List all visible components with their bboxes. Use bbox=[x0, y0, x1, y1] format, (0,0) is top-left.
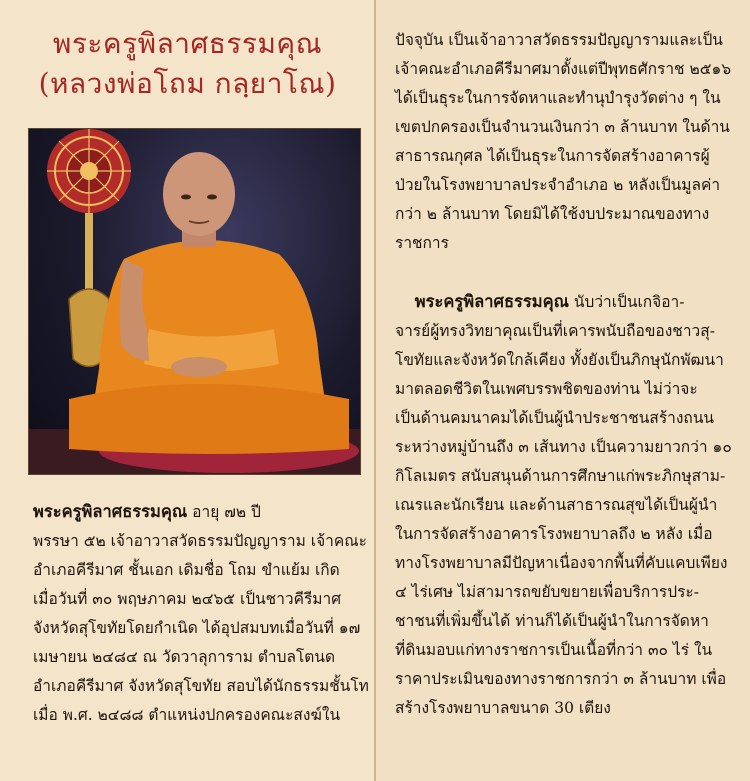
text-line: ราคาประเมินของทางราชการกว่า ๓ ล้านบาท เพื่อ bbox=[395, 670, 727, 688]
text-line: ระหว่างหมู่บ้านถึง ๓ เส้นทาง เป็นความยาวกว่า ๑๐ bbox=[395, 438, 732, 456]
page-subtitle: (หลวงพ่อโถม กลฺยาโณ) bbox=[38, 67, 337, 100]
text-line: ทางโรงพยาบาลมีปัญหาเนื่องจากพื้นที่คับแคบเพียง bbox=[395, 554, 728, 572]
text-line: เจ้าคณะอำเภอคีรีมาศมาตั้งแต่ปีพุทธศักราช ๒๕๑๖ bbox=[395, 60, 732, 78]
text-line: เมื่อวันที่ ๓๐ พฤษภาคม ๒๔๖๕ เป็นชาวคีรีมาศ bbox=[33, 590, 342, 608]
text-line: เขตปกครองเป็นจำนวนเงินกว่า ๓ ล้านบาท ในด้าน bbox=[395, 118, 730, 136]
text-line: พรรษา ๕๒ เจ้าอาวาสวัดธรรมปัญญาราม เจ้าคณะ bbox=[33, 532, 367, 550]
portrait-illustration bbox=[29, 129, 360, 474]
fold-line bbox=[374, 0, 376, 781]
page-title: พระครูพิลาศธรรมคุณ bbox=[52, 27, 323, 60]
text-line: เมื่อ พ.ศ. ๒๔๘๘ ตำแหน่งปกครองคณะสงฆ์ใน bbox=[33, 706, 341, 724]
text-line: จารย์ผู้ทรงวิทยาคุณเป็นที่เคารพนับถือของชาวสุ- bbox=[395, 322, 715, 340]
text-line: ในการจัดสร้างอาคารโรงพยาบาลถึง ๒ หลัง เมื่อ bbox=[395, 525, 713, 543]
text-line: ที่ดินมอบแก่ทางราชการเป็นเนื้อที่กว่า ๓๐ ไร่ ใน bbox=[395, 641, 713, 659]
left-paragraph bbox=[33, 497, 369, 730]
text-line: พระครูพิลาศธรรมคุณ นับว่าเป็นเกจิอา- bbox=[414, 292, 685, 311]
text-line: ราชการ bbox=[395, 234, 449, 252]
text-line: อำเภอคีรีมาศ จังหวัดสุโขทัย สอบได้นักธรรมชั้นโท bbox=[33, 677, 369, 695]
text-line: ปัจจุบัน เป็นเจ้าอาวาสวัดธรรมปัญญารามและเป็น bbox=[395, 31, 723, 49]
right-paragraph-2 bbox=[395, 287, 732, 723]
text-line: โขทัยและจังหวัดใกล้เคียง ทั้งยังเป็นภิกษุนักพัฒนา bbox=[395, 351, 724, 369]
text-line: ๔ ไร่เศษ ไม่สามารถขยับขยายเพื่อบริการประ- bbox=[395, 583, 699, 601]
text-line: สร้างโรงพยาบาลขนาด 30 เตียง bbox=[395, 699, 611, 717]
text-line: ชาชนที่เพิ่มขึ้นได้ ท่านก็ได้เป็นผู้นำในการจัดหา bbox=[395, 612, 709, 630]
text-line: เณรและนักเรียน และด้านสาธารณสุขได้เป็นผู้นำ bbox=[395, 496, 718, 514]
text-line: เป็นด้านคมนาคมได้เป็นผู้นำประชาชนสร้างถนน bbox=[395, 409, 715, 427]
text-line: สาธารณกุศล ได้เป็นธุระในการจัดสร้างอาคารผู้ bbox=[395, 147, 710, 165]
text-line: กว่า ๒ ล้านบาท โดยมิได้ใช้งบประมาณของทาง bbox=[395, 205, 710, 223]
text-line: อำเภอคีรีมาศ ชั้นเอก เดิมชื่อ โถม ขำแย้ม เกิด bbox=[33, 561, 340, 579]
right-paragraph-1 bbox=[395, 26, 732, 258]
text-line: กิโลเมตร สนับสนุนด้านการศึกษาแก่พระภิกษุสาม- bbox=[395, 467, 726, 485]
monk-portrait-photo bbox=[28, 128, 361, 475]
text-line: มาตลอดชีวิตในเพศบรรพชิตของท่าน ไม่ว่าจะ bbox=[395, 380, 698, 398]
text-line: พระครูพิลาศธรรมคุณ อายุ ๗๒ ปี bbox=[33, 502, 261, 521]
text-line: ได้เป็นธุระในการจัดหาและทำนุบำรุงวัดต่าง ๆ ใน bbox=[395, 89, 721, 107]
text-line: จังหวัดสุโขทัยโดยกำเนิด ได้อุปสมบทเมื่อวันที่ ๑๗ bbox=[33, 619, 361, 637]
text-line: เมษายน ๒๔๘๔ ณ วัดวาลุการาม ตำบลโตนด bbox=[33, 648, 336, 666]
text-line: ป่วยในโรงพยาบาลประจำอำเภอ ๒ หลังเป็นมูลค่า bbox=[395, 176, 721, 194]
